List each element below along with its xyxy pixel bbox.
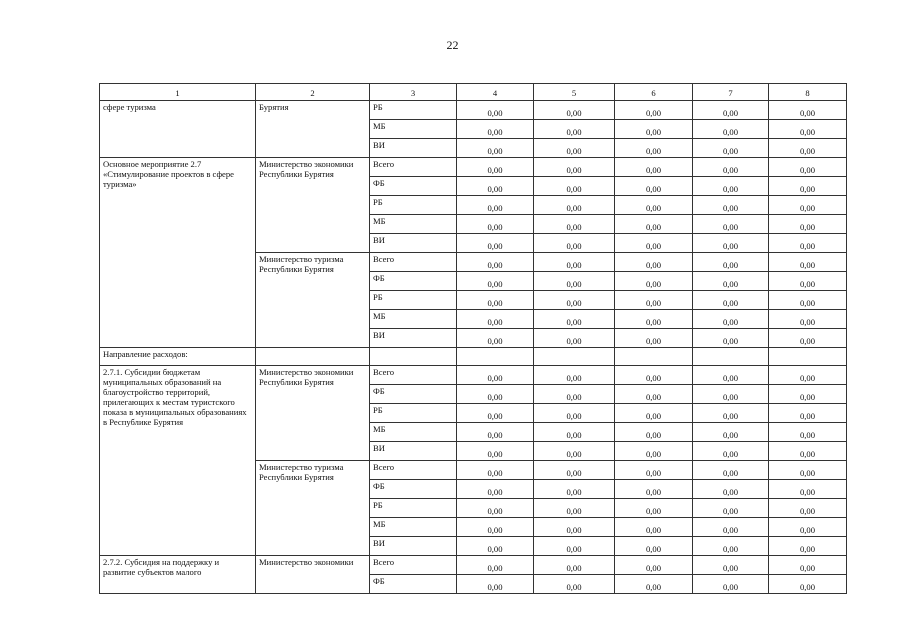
amount-cell: 0,00: [534, 423, 615, 442]
table-body: [100, 101, 847, 594]
funding-source-cell: МБ: [370, 310, 457, 329]
amount-cell: 0,00: [615, 480, 693, 499]
activity-name-cell: Основное мероприятие 2.7 «Стимулирование проектов в сфере туризма»: [100, 158, 256, 348]
expense-direction-heading: Направление расходов:: [100, 348, 256, 366]
amount-cell: 0,00: [615, 139, 693, 158]
activity-name-cell: 2.7.2. Субсидия на поддержку и развитие субъектов малого: [100, 556, 256, 594]
amount-cell: 0,00: [693, 575, 769, 594]
amount-cell: 0,00: [534, 499, 615, 518]
funding-source-cell: ВИ: [370, 442, 457, 461]
amount-cell: 0,00: [457, 139, 534, 158]
amount-cell: 0,00: [615, 385, 693, 404]
header-col-7: 7: [693, 84, 769, 101]
amount-cell: 0,00: [457, 101, 534, 120]
funding-source-cell: РБ: [370, 196, 457, 215]
table-row: [100, 158, 847, 177]
funding-source-cell: ВИ: [370, 139, 457, 158]
amount-cell: 0,00: [693, 499, 769, 518]
activity-name-cell: сфере туризма: [100, 101, 256, 158]
executor-cell: Министерство туризма Республики Бурятия: [256, 253, 370, 348]
funding-source-cell: ФБ: [370, 385, 457, 404]
amount-cell: 0,00: [693, 215, 769, 234]
amount-cell: 0,00: [457, 423, 534, 442]
amount-cell: 0,00: [769, 196, 847, 215]
funding-source-cell: ФБ: [370, 272, 457, 291]
header-col-3: 3: [370, 84, 457, 101]
amount-cell: 0,00: [615, 461, 693, 480]
amount-cell: 0,00: [534, 480, 615, 499]
amount-cell: 0,00: [693, 556, 769, 575]
amount-cell: 0,00: [769, 310, 847, 329]
amount-cell: 0,00: [615, 518, 693, 537]
amount-cell: 0,00: [457, 385, 534, 404]
amount-cell: 0,00: [534, 385, 615, 404]
amount-cell: 0,00: [693, 253, 769, 272]
amount-cell: 0,00: [457, 480, 534, 499]
amount-cell: 0,00: [769, 518, 847, 537]
funding-source-cell: РБ: [370, 499, 457, 518]
amount-cell: 0,00: [693, 120, 769, 139]
amount-cell: 0,00: [534, 158, 615, 177]
amount-cell: 0,00: [769, 215, 847, 234]
amount-cell: 0,00: [615, 272, 693, 291]
header-row: [100, 84, 847, 101]
amount-cell: 0,00: [693, 272, 769, 291]
amount-cell: 0,00: [769, 158, 847, 177]
executor-cell: Министерство туризма Республики Бурятия: [256, 461, 370, 556]
amount-cell: 0,00: [769, 234, 847, 253]
amount-cell: 0,00: [534, 442, 615, 461]
funding-source-cell: РБ: [370, 291, 457, 310]
amount-cell: 0,00: [534, 234, 615, 253]
amount-cell: 0,00: [615, 158, 693, 177]
amount-cell: 0,00: [534, 518, 615, 537]
empty-cell: [457, 348, 534, 366]
amount-cell: 0,00: [693, 385, 769, 404]
amount-cell: 0,00: [693, 404, 769, 423]
funding-source-cell: Всего: [370, 461, 457, 480]
amount-cell: 0,00: [457, 177, 534, 196]
funding-source-cell: Всего: [370, 158, 457, 177]
header-col-8: 8: [769, 84, 847, 101]
funding-source-cell: ВИ: [370, 537, 457, 556]
amount-cell: 0,00: [534, 120, 615, 139]
header-col-4: 4: [457, 84, 534, 101]
amount-cell: 0,00: [534, 196, 615, 215]
amount-cell: 0,00: [615, 177, 693, 196]
amount-cell: 0,00: [534, 139, 615, 158]
amount-cell: 0,00: [457, 158, 534, 177]
funding-source-cell: Всего: [370, 253, 457, 272]
amount-cell: 0,00: [534, 461, 615, 480]
amount-cell: 0,00: [534, 291, 615, 310]
amount-cell: 0,00: [693, 480, 769, 499]
amount-cell: 0,00: [769, 291, 847, 310]
table-row-heading: [100, 348, 847, 366]
activity-name-cell: 2.7.1. Субсидии бюджетам муниципальных образований на благоустройство территорий, прилегающих к местам туристского показа в муниципальных образованиях в Республике Бурятия: [100, 366, 256, 556]
amount-cell: 0,00: [457, 310, 534, 329]
amount-cell: 0,00: [693, 196, 769, 215]
amount-cell: 0,00: [457, 518, 534, 537]
amount-cell: 0,00: [693, 139, 769, 158]
amount-cell: 0,00: [769, 120, 847, 139]
amount-cell: 0,00: [615, 234, 693, 253]
empty-cell: [534, 348, 615, 366]
amount-cell: 0,00: [615, 310, 693, 329]
amount-cell: 0,00: [615, 575, 693, 594]
amount-cell: 0,00: [615, 215, 693, 234]
executor-cell: Министерство экономики: [256, 556, 370, 594]
funding-source-cell: РБ: [370, 101, 457, 120]
amount-cell: 0,00: [769, 537, 847, 556]
amount-cell: 0,00: [457, 329, 534, 348]
empty-cell: [615, 348, 693, 366]
amount-cell: 0,00: [769, 423, 847, 442]
amount-cell: 0,00: [457, 442, 534, 461]
amount-cell: 0,00: [769, 272, 847, 291]
funding-source-cell: ФБ: [370, 575, 457, 594]
amount-cell: 0,00: [534, 272, 615, 291]
empty-cell: [693, 348, 769, 366]
amount-cell: 0,00: [693, 366, 769, 385]
amount-cell: 0,00: [615, 499, 693, 518]
amount-cell: 0,00: [534, 556, 615, 575]
amount-cell: 0,00: [769, 101, 847, 120]
amount-cell: 0,00: [534, 177, 615, 196]
amount-cell: 0,00: [615, 366, 693, 385]
amount-cell: 0,00: [693, 177, 769, 196]
amount-cell: 0,00: [534, 366, 615, 385]
funding-source-cell: ФБ: [370, 480, 457, 499]
amount-cell: 0,00: [693, 234, 769, 253]
amount-cell: 0,00: [769, 253, 847, 272]
amount-cell: 0,00: [769, 177, 847, 196]
amount-cell: 0,00: [457, 556, 534, 575]
empty-cell: [256, 348, 370, 366]
executor-cell: Министерство экономики Республики Бурятия: [256, 158, 370, 253]
amount-cell: 0,00: [769, 139, 847, 158]
amount-cell: 0,00: [457, 404, 534, 423]
amount-cell: 0,00: [615, 329, 693, 348]
amount-cell: 0,00: [615, 556, 693, 575]
funding-source-cell: МБ: [370, 215, 457, 234]
amount-cell: 0,00: [457, 537, 534, 556]
funding-source-cell: РБ: [370, 404, 457, 423]
amount-cell: 0,00: [457, 499, 534, 518]
table-row: [100, 101, 847, 120]
amount-cell: 0,00: [769, 575, 847, 594]
amount-cell: 0,00: [457, 366, 534, 385]
funding-source-cell: ФБ: [370, 177, 457, 196]
amount-cell: 0,00: [693, 518, 769, 537]
amount-cell: 0,00: [534, 575, 615, 594]
budget-table: [99, 83, 847, 594]
amount-cell: 0,00: [769, 366, 847, 385]
amount-cell: 0,00: [693, 537, 769, 556]
amount-cell: 0,00: [457, 272, 534, 291]
amount-cell: 0,00: [615, 423, 693, 442]
empty-cell: [370, 348, 457, 366]
header-col-2: 2: [256, 84, 370, 101]
funding-source-cell: МБ: [370, 423, 457, 442]
amount-cell: 0,00: [693, 291, 769, 310]
amount-cell: 0,00: [769, 442, 847, 461]
funding-source-cell: МБ: [370, 518, 457, 537]
amount-cell: 0,00: [615, 537, 693, 556]
amount-cell: 0,00: [457, 120, 534, 139]
table-row: [100, 366, 847, 385]
amount-cell: 0,00: [769, 461, 847, 480]
amount-cell: 0,00: [534, 329, 615, 348]
amount-cell: 0,00: [615, 120, 693, 139]
amount-cell: 0,00: [615, 253, 693, 272]
amount-cell: 0,00: [615, 101, 693, 120]
amount-cell: 0,00: [693, 310, 769, 329]
amount-cell: 0,00: [534, 537, 615, 556]
amount-cell: 0,00: [457, 461, 534, 480]
amount-cell: 0,00: [534, 253, 615, 272]
amount-cell: 0,00: [769, 556, 847, 575]
amount-cell: 0,00: [534, 215, 615, 234]
amount-cell: 0,00: [457, 253, 534, 272]
amount-cell: 0,00: [693, 461, 769, 480]
amount-cell: 0,00: [693, 101, 769, 120]
table-row: [100, 556, 847, 575]
header-col-5: 5: [534, 84, 615, 101]
amount-cell: 0,00: [457, 215, 534, 234]
funding-source-cell: Всего: [370, 556, 457, 575]
amount-cell: 0,00: [615, 196, 693, 215]
funding-source-cell: ВИ: [370, 329, 457, 348]
amount-cell: 0,00: [615, 291, 693, 310]
page-number: 22: [446, 38, 459, 52]
amount-cell: 0,00: [769, 385, 847, 404]
amount-cell: 0,00: [534, 101, 615, 120]
empty-cell: [769, 348, 847, 366]
amount-cell: 0,00: [693, 442, 769, 461]
amount-cell: 0,00: [534, 404, 615, 423]
funding-source-cell: МБ: [370, 120, 457, 139]
amount-cell: 0,00: [769, 499, 847, 518]
executor-cell: Бурятия: [256, 101, 370, 158]
amount-cell: 0,00: [457, 196, 534, 215]
amount-cell: 0,00: [693, 423, 769, 442]
header-col-1: 1: [100, 84, 256, 101]
header-col-6: 6: [615, 84, 693, 101]
amount-cell: 0,00: [615, 404, 693, 423]
amount-cell: 0,00: [457, 234, 534, 253]
executor-cell: Министерство экономики Республики Бурятия: [256, 366, 370, 461]
amount-cell: 0,00: [769, 480, 847, 499]
amount-cell: 0,00: [457, 291, 534, 310]
amount-cell: 0,00: [693, 158, 769, 177]
funding-source-cell: ВИ: [370, 234, 457, 253]
amount-cell: 0,00: [769, 329, 847, 348]
funding-source-cell: Всего: [370, 366, 457, 385]
amount-cell: 0,00: [769, 404, 847, 423]
amount-cell: 0,00: [693, 329, 769, 348]
amount-cell: 0,00: [534, 310, 615, 329]
amount-cell: 0,00: [457, 575, 534, 594]
amount-cell: 0,00: [615, 442, 693, 461]
